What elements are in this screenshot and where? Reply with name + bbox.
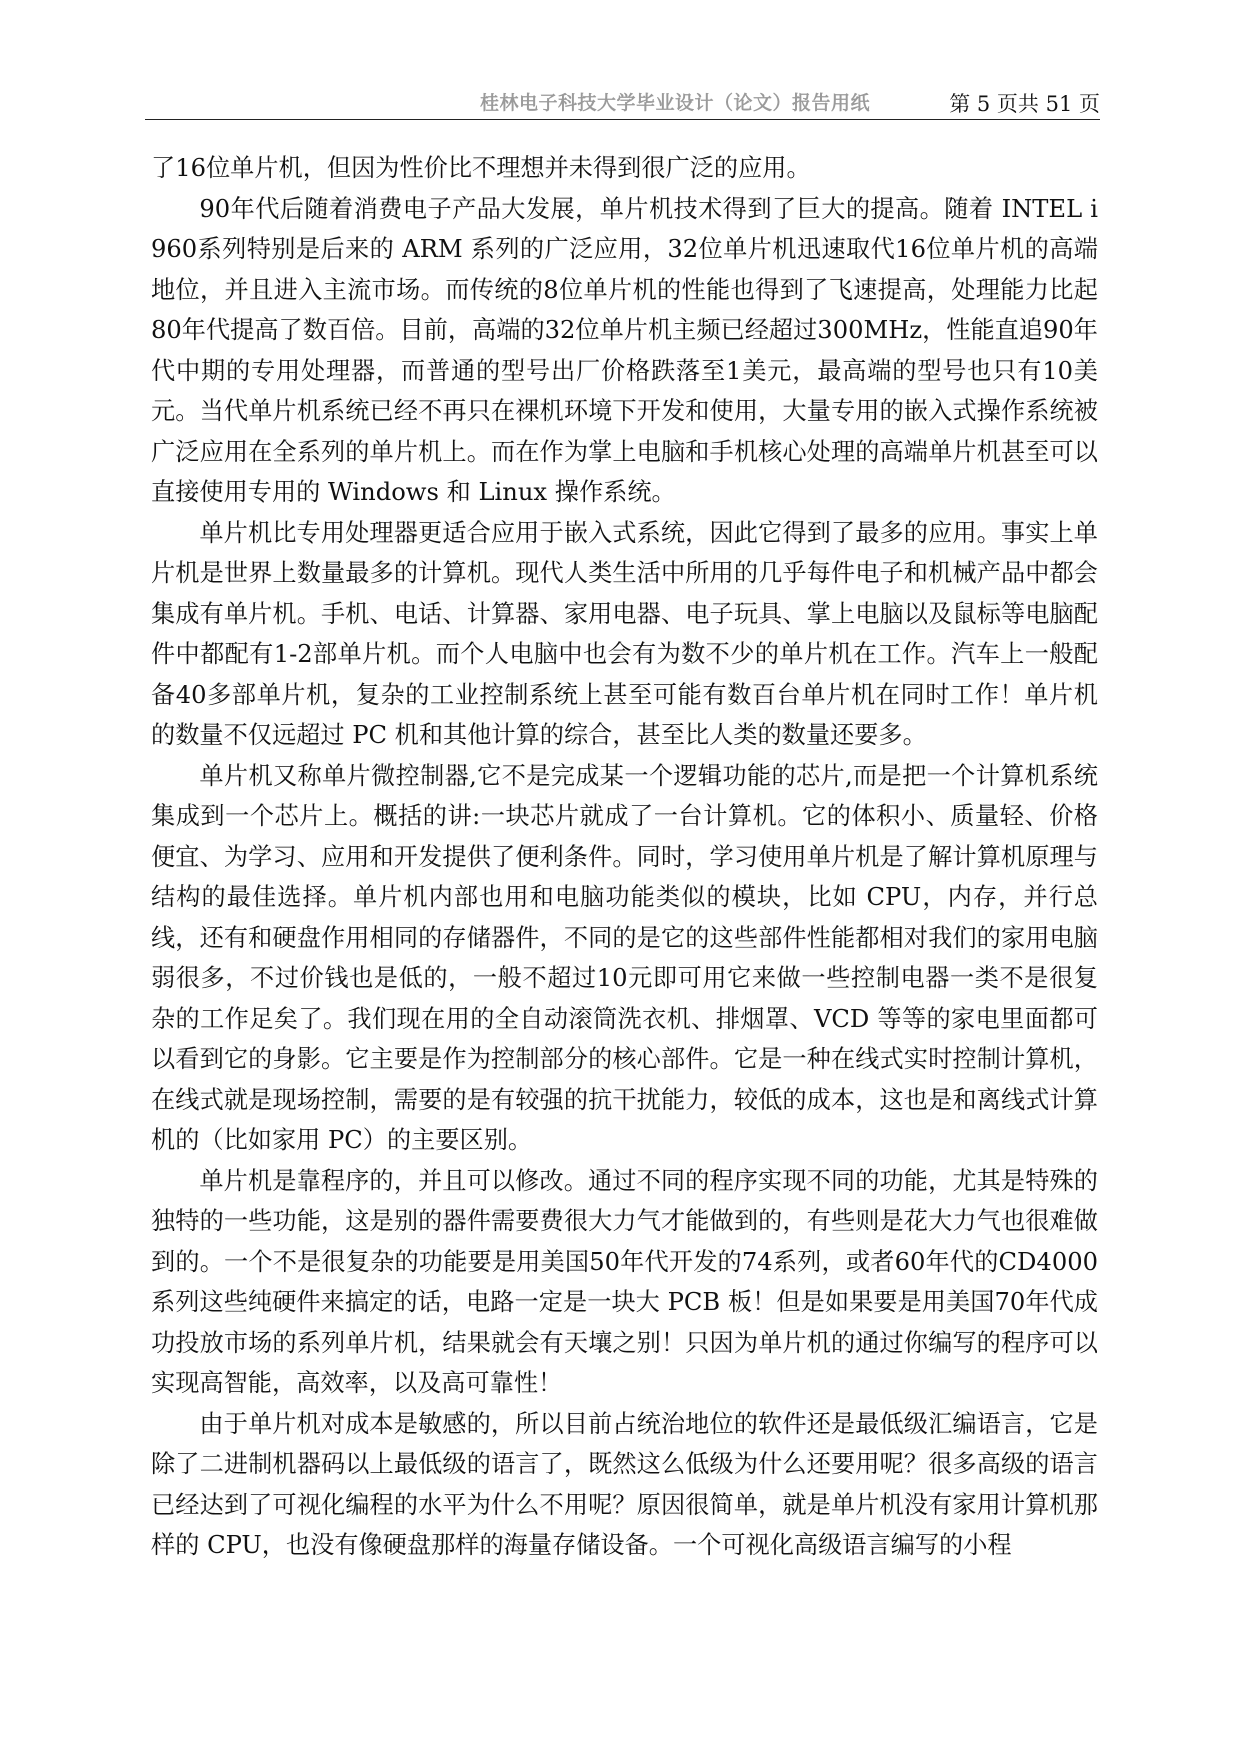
header-title: 桂林电子科技大学毕业设计（论文）报告用纸 bbox=[480, 92, 871, 114]
page-number: 第 5 页共 51 页 bbox=[949, 92, 1100, 116]
paragraph: 90年代后随着消费电子产品大发展，单片机技术得到了巨大的提高。随着 INTEL i960系列特别是后来的 ARM 系列的广泛应用，32位单片机迅速取代16位单片机的高端地位，并且进入主流市场。而传统的8位单片机的性能也得到了飞速提高，处理能力比起80年代提高了数百倍。目前，高端的32位单片机主频已经超过300MHz，性能直追90年代中期的专用处理器，而普通的型号出厂价格跌落至1美元，最高端的型号也只有10美元。当代单片机系统已经不再只在裸机环境下开发和使用，大量专用的嵌入式操作系统被广泛应用在全系列的单片机上。而在作为掌上电脑和手机核心处理的高端单片机甚至可以直接使用专用的 Windows 和 Linux 操作系统。 bbox=[151, 194, 1098, 506]
header-divider bbox=[145, 119, 1100, 120]
paragraph: 由于单片机对成本是敏感的，所以目前占统治地位的软件还是最低级汇编语言，它是除了二进制机器码以上最低级的语言了，既然这么低级为什么还要用呢？很多高级的语言已经达到了可视化编程的水平为什么不用呢？原因很简单，就是单片机没有家用计算机那样的 CPU，也没有像硬盘那样的海量存储设备。一个可视化高级语言编写的小程 bbox=[151, 1409, 1098, 1559]
paragraph: 单片机是靠程序的，并且可以修改。通过不同的程序实现不同的功能，尤其是特殊的独特的一些功能，这是别的器件需要费很大力气才能做到的，有些则是花大力气也很难做到的。一个不是很复杂的功能要是用美国50年代开发的74系列，或者60年代的CD4000系列这些纯硬件来搞定的话，电路一定是一块大 PCB 板！但是如果要是用美国70年代成功投放市场的系列单片机，结果就会有天壤之别！只因为单片机的通过你编写的程序可以实现高智能，高效率，以及高可靠性！ bbox=[151, 1166, 1098, 1397]
paragraph-continued: 了16位单片机，但因为性价比不理想并未得到很广泛的应用。 bbox=[151, 154, 811, 182]
page-header bbox=[145, 82, 1100, 120]
body-text bbox=[151, 148, 1098, 1566]
paragraph: 单片机比专用处理器更适合应用于嵌入式系统，因此它得到了最多的应用。事实上单片机是世界上数量最多的计算机。现代人类生活中所用的几乎每件电子和机械产品中都会集成有单片机。手机、电话、计算器、家用电器、电子玩具、掌上电脑以及鼠标等电脑配件中都配有1-2部单片机。而个人电脑中也会有为数不少的单片机在工作。汽车上一般配备40多部单片机，复杂的工业控制系统上甚至可能有数百台单片机在同时工作！单片机的数量不仅远超过 PC 机和其他计算的综合，甚至比人类的数量还要多。 bbox=[151, 518, 1098, 749]
paragraph: 单片机又称单片微控制器,它不是完成某一个逻辑功能的芯片,而是把一个计算机系统集成到一个芯片上。概括的讲:一块芯片就成了一台计算机。它的体积小、质量轻、价格便宜、为学习、应用和开发提供了便利条件。同时，学习使用单片机是了解计算机原理与结构的最佳选择。单片机内部也用和电脑功能类似的模块，比如 CPU，内存，并行总线，还有和硬盘作用相同的存储器件，不同的是它的这些部件性能都相对我们的家用电脑弱很多，不过价钱也是低的，一般不超过10元即可用它来做一些控制电器一类不是很复杂的工作足矣了。我们现在用的全自动滚筒洗衣机、排烟罩、VCD 等等的家电里面都可以看到它的身影。它主要是作为控制部分的核心部件。它是一种在线式实时控制计算机，在线式就是现场控制，需要的是有较强的抗干扰能力，较低的成本，这也是和离线式计算机的（比如家用 PC）的主要区别。 bbox=[151, 761, 1098, 1154]
